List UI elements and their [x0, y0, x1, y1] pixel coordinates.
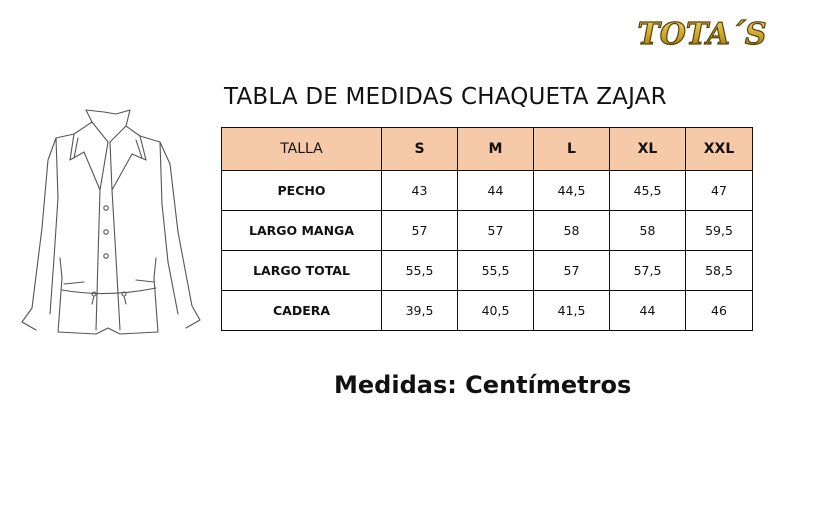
table-cell: 47 — [686, 171, 753, 211]
table-cell: 57,5 — [610, 251, 686, 291]
logo-text: TOTA´S — [637, 17, 767, 52]
units-note: Medidas: Centímetros — [334, 371, 632, 399]
row-label-largo-total: LARGO TOTAL — [222, 251, 382, 291]
table-cell: 45,5 — [610, 171, 686, 211]
table-cell: 55,5 — [382, 251, 458, 291]
header-size-m: M — [458, 128, 534, 171]
size-chart-table — [221, 127, 753, 331]
header-talla: TALLA — [222, 128, 382, 171]
table-cell: 57 — [458, 211, 534, 251]
totas-logo — [632, 12, 772, 56]
table-cell: 41,5 — [534, 291, 610, 331]
table-cell: 44 — [610, 291, 686, 331]
jacket-sketch-icon — [12, 108, 208, 342]
brand-logo — [632, 12, 772, 56]
table-cell: 44,5 — [534, 171, 610, 211]
page-title: TABLA DE MEDIDAS CHAQUETA ZAJAR — [224, 84, 667, 110]
table-row — [222, 211, 753, 251]
header-size-xl: XL — [610, 128, 686, 171]
table-cell: 46 — [686, 291, 753, 331]
row-label-pecho: PECHO — [222, 171, 382, 211]
table-cell: 44 — [458, 171, 534, 211]
table-row — [222, 291, 753, 331]
table-cell: 59,5 — [686, 211, 753, 251]
header-size-s: S — [382, 128, 458, 171]
table-cell: 55,5 — [458, 251, 534, 291]
row-label-largo-manga: LARGO MANGA — [222, 211, 382, 251]
table-cell: 57 — [382, 211, 458, 251]
table-cell: 58 — [534, 211, 610, 251]
table-row — [222, 251, 753, 291]
table-header-row — [222, 128, 753, 171]
table-row — [222, 171, 753, 211]
table-cell: 39,5 — [382, 291, 458, 331]
table-cell: 58 — [610, 211, 686, 251]
table-cell: 58,5 — [686, 251, 753, 291]
table-cell: 43 — [382, 171, 458, 211]
header-size-xxl: XXL — [686, 128, 753, 171]
table-cell: 57 — [534, 251, 610, 291]
table-cell: 40,5 — [458, 291, 534, 331]
row-label-cadera: CADERA — [222, 291, 382, 331]
header-size-l: L — [534, 128, 610, 171]
jacket-sketch — [12, 108, 208, 342]
